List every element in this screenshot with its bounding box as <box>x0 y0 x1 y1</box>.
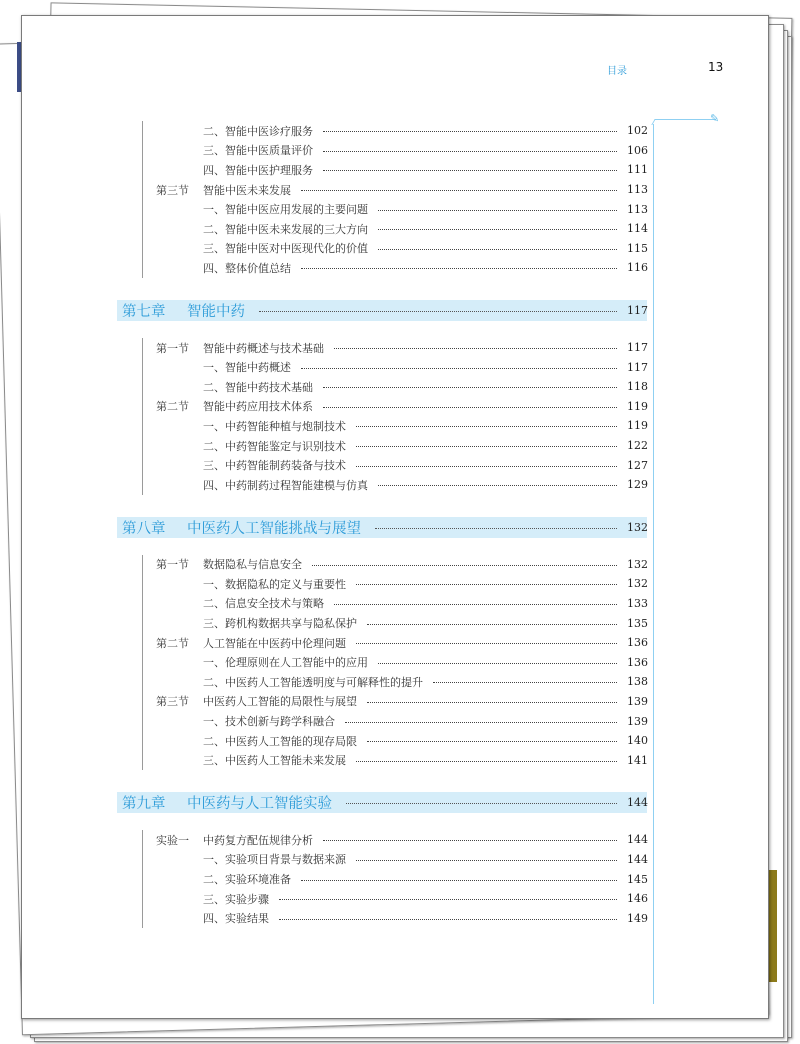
dot-leader <box>356 446 617 447</box>
subsection-entry[interactable] <box>156 711 647 731</box>
chapter-title: 中医药与人工智能实验 <box>187 796 332 813</box>
dot-leader <box>346 803 617 804</box>
dot-leader <box>323 151 617 152</box>
chapter-page: 144 <box>627 796 648 810</box>
entry-page: 118 <box>627 380 648 394</box>
entry-title: 三、中医药人工智能未来发展 <box>203 754 346 768</box>
subsection-entry[interactable] <box>156 239 647 259</box>
entry-title: 四、中药制药过程智能建模与仿真 <box>203 478 368 492</box>
entry-page: 135 <box>627 616 648 630</box>
entry-title: 二、智能中药技术基础 <box>203 380 313 394</box>
dot-leader <box>334 348 617 349</box>
entry-page: 114 <box>627 222 648 236</box>
dot-leader <box>259 311 617 312</box>
subsection-entry[interactable] <box>156 416 647 436</box>
entry-page: 136 <box>627 636 648 650</box>
subsection-entry[interactable] <box>156 475 647 495</box>
entry-page: 139 <box>627 694 648 708</box>
subsection-entry[interactable] <box>156 750 647 770</box>
entry-page: 116 <box>627 261 648 275</box>
subsection-entry[interactable] <box>156 850 647 870</box>
dot-leader <box>323 840 617 841</box>
dot-leader <box>356 466 617 467</box>
dot-leader <box>323 170 617 171</box>
entry-page: 144 <box>627 852 648 866</box>
subsection-entry[interactable] <box>156 731 647 751</box>
book-cover-edge <box>769 870 777 982</box>
entry-page: 132 <box>627 577 648 591</box>
chapter-title: 中医药人工智能挑战与展望 <box>187 520 361 537</box>
entry-page: 136 <box>627 655 648 669</box>
section-entry[interactable] <box>156 633 647 653</box>
dot-leader <box>356 643 617 644</box>
margin-decoration <box>656 119 716 120</box>
entry-title: 一、实验项目背景与数据来源 <box>203 853 346 867</box>
subsection-entry[interactable] <box>156 357 647 377</box>
entry-page: 119 <box>627 419 648 433</box>
entry-page: 127 <box>627 458 648 472</box>
section-group <box>142 830 647 928</box>
subsection-entry[interactable] <box>156 652 647 672</box>
entry-title: 三、跨机构数据共享与隐私保护 <box>203 617 357 631</box>
entry-page: 119 <box>627 399 648 413</box>
dot-leader <box>301 190 617 191</box>
entry-title: 数据隐私与信息安全 <box>203 558 302 572</box>
section-label: 第三节 <box>156 183 189 197</box>
entry-title: 三、智能中医质量评价 <box>203 144 313 158</box>
dot-leader <box>301 368 617 369</box>
section-label: 第三节 <box>156 695 189 709</box>
entry-page: 106 <box>627 143 648 157</box>
subsection-entry[interactable] <box>156 219 647 239</box>
section-label: 第二节 <box>156 400 189 414</box>
entry-title: 一、伦理原则在人工智能中的应用 <box>203 656 368 670</box>
entry-title: 一、数据隐私的定义与重要性 <box>203 577 346 591</box>
table-of-contents <box>117 121 647 928</box>
chapter-number: 第七章 <box>122 303 166 320</box>
entry-title: 二、信息安全技术与策略 <box>203 597 324 611</box>
entry-title: 一、技术创新与跨学科融合 <box>203 715 335 729</box>
dot-leader <box>323 387 617 388</box>
chapter-number: 第八章 <box>122 520 166 537</box>
section-entry[interactable] <box>156 338 647 358</box>
dot-leader <box>378 249 617 250</box>
subsection-entry[interactable] <box>156 672 647 692</box>
dot-leader <box>378 229 617 230</box>
entry-page: 144 <box>627 833 648 847</box>
subsection-entry[interactable] <box>156 121 647 141</box>
entry-title: 智能中药应用技术体系 <box>203 400 313 414</box>
entry-title: 三、实验步骤 <box>203 892 269 906</box>
section-label: 实验一 <box>156 833 189 847</box>
section-group <box>142 338 647 495</box>
dot-leader <box>378 485 617 486</box>
entry-title: 四、整体价值总结 <box>203 261 291 275</box>
entry-page: 117 <box>627 341 648 355</box>
dot-leader <box>433 682 617 683</box>
section-label: 第一节 <box>156 558 189 572</box>
entry-page: 139 <box>627 714 648 728</box>
dot-leader <box>323 131 617 132</box>
subsection-entry[interactable] <box>156 258 647 278</box>
entry-title: 中医药人工智能的局限性与展望 <box>203 695 357 709</box>
dot-leader <box>367 702 617 703</box>
entry-title: 二、智能中医诊疗服务 <box>203 124 313 138</box>
section-entry[interactable] <box>156 555 647 575</box>
dot-leader <box>312 565 617 566</box>
entry-title: 四、智能中医护理服务 <box>203 163 313 177</box>
subsection-entry[interactable] <box>156 594 647 614</box>
dot-leader <box>301 880 617 881</box>
subsection-entry[interactable] <box>156 160 647 180</box>
subsection-entry[interactable] <box>156 455 647 475</box>
entry-title: 三、中药智能制药装备与技术 <box>203 459 346 473</box>
dot-leader <box>345 722 617 723</box>
chapter-page: 117 <box>627 303 648 317</box>
section-label: 第二节 <box>156 636 189 650</box>
entry-page: 146 <box>627 892 648 906</box>
entry-page: 149 <box>627 911 648 925</box>
entry-page: 113 <box>627 202 648 216</box>
entry-title: 智能中药概述与技术基础 <box>203 341 324 355</box>
entry-page: 133 <box>627 596 648 610</box>
subsection-entry[interactable] <box>156 436 647 456</box>
page-number: 13 <box>708 60 724 74</box>
entry-page: 145 <box>627 872 648 886</box>
dot-leader <box>356 584 617 585</box>
entry-title: 一、智能中医应用发展的主要问题 <box>203 203 368 217</box>
entry-title: 一、智能中药概述 <box>203 361 291 375</box>
section-group <box>142 121 647 278</box>
margin-rule <box>653 124 654 1004</box>
entry-title: 四、实验结果 <box>203 912 269 926</box>
chapter-heading[interactable] <box>117 792 647 813</box>
subsection-entry[interactable] <box>156 908 647 928</box>
dot-leader <box>367 624 617 625</box>
running-header-title: 目录 <box>607 66 627 77</box>
dot-leader <box>356 761 617 762</box>
dot-leader <box>356 860 617 861</box>
dot-leader <box>375 528 617 529</box>
section-group <box>142 555 647 771</box>
pen-icon: ✎ <box>710 112 720 125</box>
entry-title: 二、实验环境准备 <box>203 873 291 887</box>
chapter-number: 第九章 <box>122 796 166 813</box>
section-entry[interactable] <box>156 692 647 712</box>
entry-title: 三、智能中医对中医现代化的价值 <box>203 242 368 256</box>
entry-page: 122 <box>627 439 648 453</box>
entry-page: 129 <box>627 478 648 492</box>
entry-title: 二、智能中医未来发展的三大方向 <box>203 222 368 236</box>
entry-title: 智能中医未来发展 <box>203 183 291 197</box>
section-entry[interactable] <box>156 180 647 200</box>
chapter-title: 智能中药 <box>187 303 245 320</box>
chapter-heading[interactable] <box>117 300 647 321</box>
entry-page: 141 <box>627 753 648 767</box>
entry-title: 二、中药智能鉴定与识别技术 <box>203 439 346 453</box>
entry-page: 102 <box>627 124 648 138</box>
entry-page: 132 <box>627 557 648 571</box>
subsection-entry[interactable] <box>156 141 647 161</box>
dot-leader <box>356 426 617 427</box>
chapter-heading[interactable] <box>117 517 647 538</box>
subsection-entry[interactable] <box>156 613 647 633</box>
dot-leader <box>367 741 617 742</box>
entry-page: 117 <box>627 360 648 374</box>
entry-title: 二、中医药人工智能透明度与可解释性的提升 <box>203 675 423 689</box>
dot-leader <box>323 407 617 408</box>
section-entry[interactable] <box>156 830 647 850</box>
entry-page: 113 <box>627 183 648 197</box>
entry-title: 中药复方配伍规律分析 <box>203 833 313 847</box>
dot-leader <box>334 604 617 605</box>
dot-leader <box>279 919 617 920</box>
section-entry[interactable] <box>156 397 647 417</box>
subsection-entry[interactable] <box>156 199 647 219</box>
entry-page: 115 <box>627 241 648 255</box>
subsection-entry[interactable] <box>156 889 647 909</box>
dot-leader <box>279 899 617 900</box>
dot-leader <box>378 210 617 211</box>
entry-page: 138 <box>627 675 648 689</box>
entry-title: 二、中医药人工智能的现存局限 <box>203 734 357 748</box>
entry-title: 人工智能在中医药中伦理问题 <box>203 636 346 650</box>
entry-title: 一、中药智能种植与炮制技术 <box>203 419 346 433</box>
dot-leader <box>301 268 617 269</box>
entry-page: 111 <box>627 163 648 177</box>
chapter-page: 132 <box>627 520 648 534</box>
subsection-entry[interactable] <box>156 377 647 397</box>
dot-leader <box>378 663 617 664</box>
entry-page: 140 <box>627 734 648 748</box>
section-label: 第一节 <box>156 341 189 355</box>
subsection-entry[interactable] <box>156 869 647 889</box>
subsection-entry[interactable] <box>156 574 647 594</box>
